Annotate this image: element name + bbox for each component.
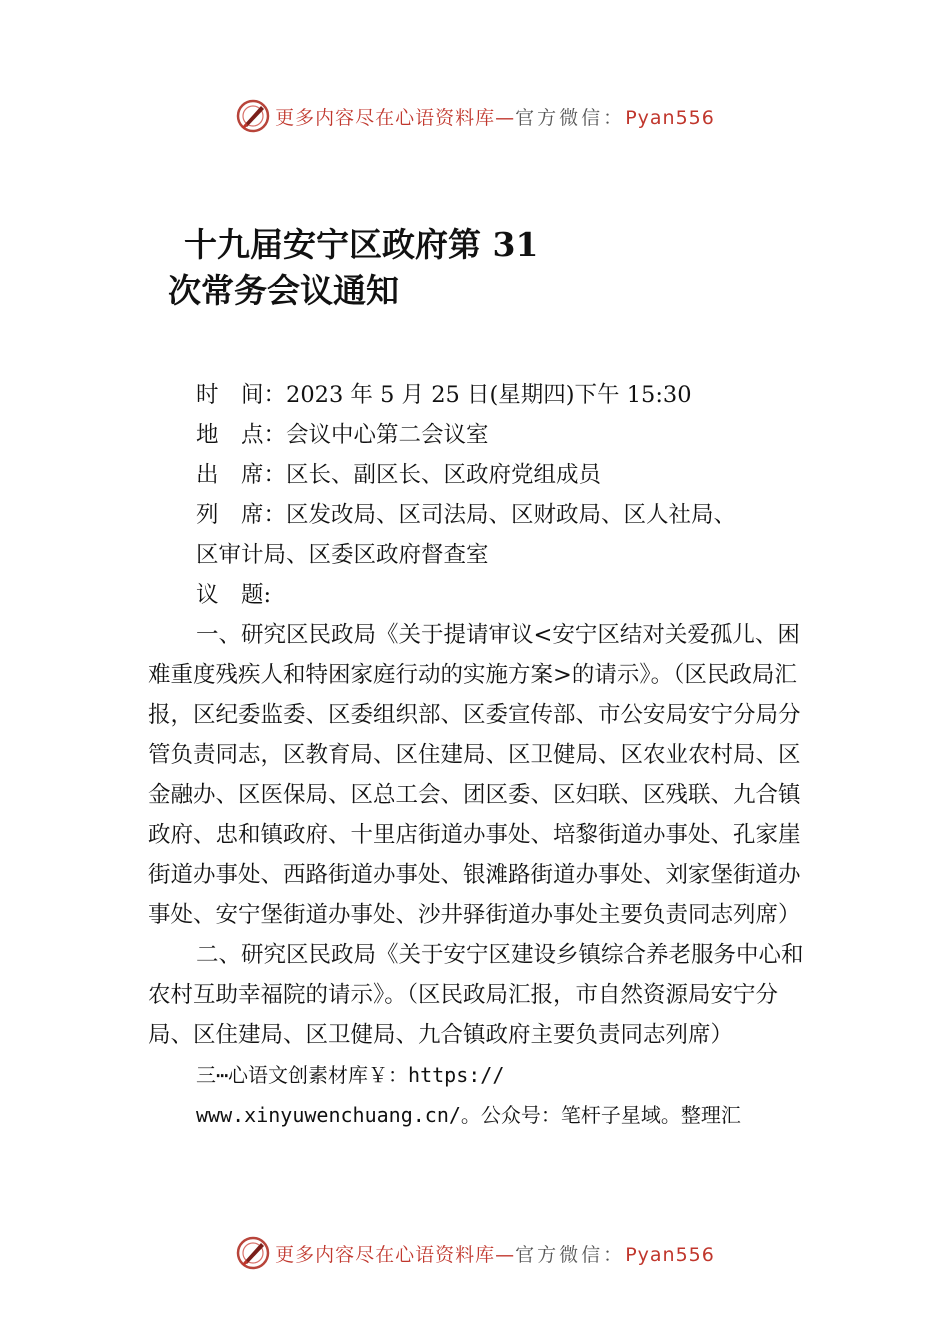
header-watermark-banner	[0, 94, 950, 138]
watermark-grey-text: 官方微信：	[515, 106, 626, 129]
observer-label: 列 席：	[196, 502, 287, 528]
topic-item-3-line-1: 三⋯心语文创素材库￥：https://	[196, 1063, 505, 1087]
watermark-account: Pyan556	[625, 1243, 715, 1266]
footer-watermark-banner	[0, 1231, 950, 1275]
time-row	[148, 375, 838, 415]
observer-row-continued	[148, 535, 838, 575]
watermark-grey-text: 官方微信：	[515, 1243, 626, 1266]
watermark-red-text: 更多内容尽在心语资料库	[275, 106, 496, 129]
brush-logo-icon	[235, 98, 271, 134]
topic-item-1: 一、研究区民政局《关于提请审议<安宁区结对关爱孤儿、困难重度残疾人和特困家庭行动的实施方案>的请示》。（区民政局汇报，区纪委监委、区委组织部、区委宣传部、市公安局安宁分局分管负责同志，区教育局、区住建局、区卫健局、区农业农村局、区金融办、区医保局、区总工会、团区委、区妇联、区残联、九合镇政府、忠和镇政府、十里店街道办事处、培黎街道办事处、孔家崖街道办事处、西路街道办事处、银滩路街道办事处、刘家堡街道办事处、安宁堡街道办事处、沙井驿街道办事处主要负责同志列席）	[148, 622, 801, 928]
topic-item-2: 二、研究区民政局《关于安宁区建设乡镇综合养老服务中心和农村互助幸福院的请示》。（区民政局汇报，市自然资源局安宁分局、区住建局、区卫健局、九合镇政府主要负责同志列席）	[148, 942, 804, 1048]
observer-value-line-2: 区审计局、区委区政府督查室	[196, 542, 489, 568]
document-body	[148, 375, 838, 1135]
time-value: 2023 年 5 月 25 日(星期四)下午 15:30	[286, 382, 692, 408]
watermark-text	[275, 1240, 715, 1267]
topic-item-3-line-2: www.xinyuwenchuang.cn/。公众号：笔杆子星域。整理汇	[196, 1103, 741, 1127]
watermark-dash: —	[495, 106, 516, 129]
place-value: 会议中心第二会议室	[286, 422, 489, 448]
watermark-dash: —	[495, 1243, 516, 1266]
title-line-1: 十九届安宁区政府第 31	[184, 225, 539, 264]
observer-row	[148, 495, 838, 535]
place-label: 地 点：	[196, 422, 287, 448]
attend-row	[148, 455, 838, 495]
document-title	[168, 222, 588, 314]
watermark-red-text: 更多内容尽在心语资料库	[275, 1243, 496, 1266]
time-label: 时 间：	[196, 382, 287, 408]
topics-label: 议 题:	[196, 582, 272, 608]
observer-value-line-1: 区发改局、区司法局、区财政局、区人社局、	[286, 502, 737, 528]
watermark-account: Pyan556	[625, 106, 715, 129]
place-row	[148, 415, 838, 455]
brush-logo-icon	[235, 1235, 271, 1271]
topics-row	[148, 575, 838, 615]
attend-label: 出 席：	[196, 462, 287, 488]
title-line-2: 次常务会议通知	[168, 271, 399, 310]
attend-value: 区长、副区长、区政府党组成员	[286, 462, 602, 488]
watermark-text	[275, 103, 715, 130]
